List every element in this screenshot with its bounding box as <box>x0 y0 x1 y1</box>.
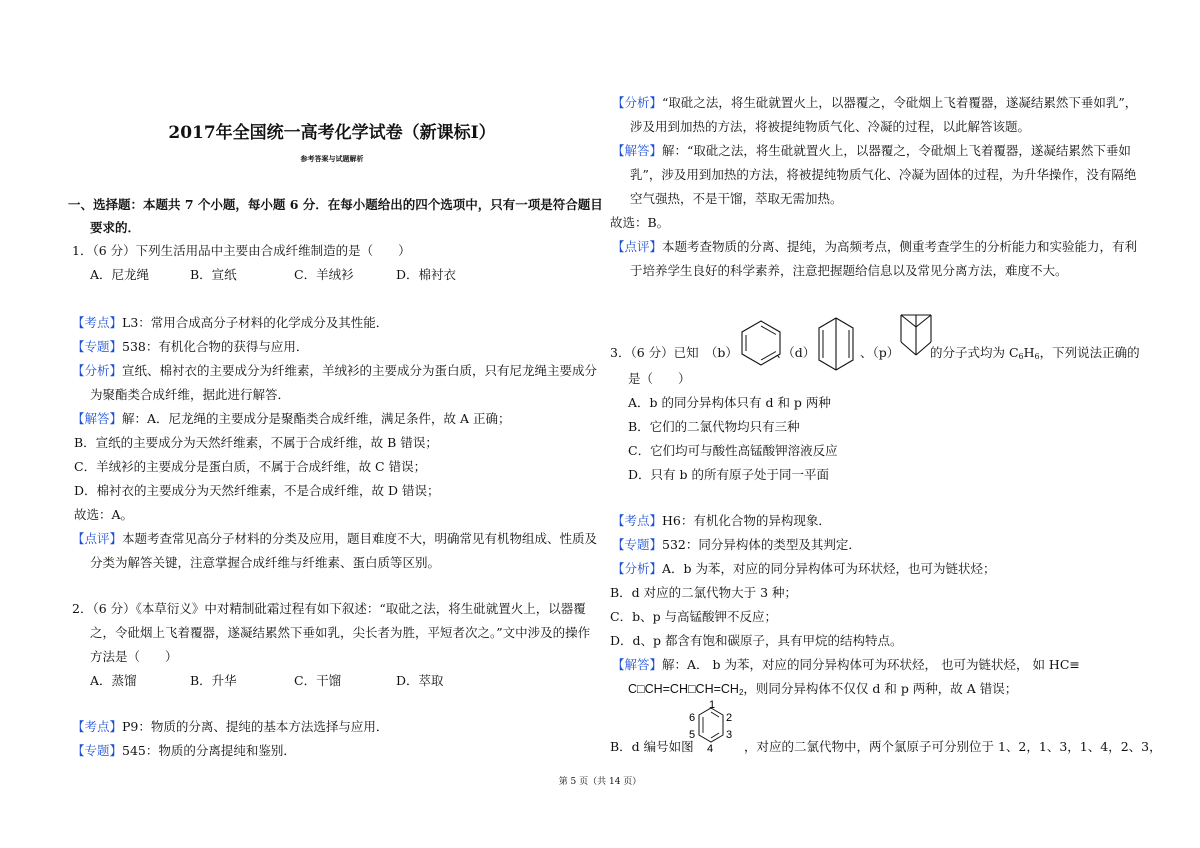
q1-zhuanti <box>72 338 308 356</box>
ring-label-3: 3 <box>726 729 733 741</box>
q3-sep-d: 、（d） <box>776 345 816 360</box>
q1-option-d: D．棉衬衣 <box>396 267 457 282</box>
q1-option-a: A．尼龙绳 <box>90 267 150 282</box>
q3-jieda-formula: C□CH=CH□CH=CH <box>628 682 739 696</box>
q1-kaodian-tag: 【考点】 <box>72 315 123 330</box>
q1-jieda-line2: B．宣纸的主要成分为天然纤维素，不属于合成纤维，故 B 错误； <box>74 435 438 450</box>
q2-jieda-line2: 乳”，涉及用到加热的方法，将被提纯物质气化、冷凝为固体的过程，为升华操作，没有隔绝 <box>630 167 1137 182</box>
q1-jieda-line5: 故选：A。 <box>74 507 134 522</box>
q3-fenxi-line3: C．b、p 与高锰酸钾不反应； <box>610 609 778 624</box>
q3-stem-formula <box>930 344 1140 366</box>
q3-option-b: B．它们的二氯代物均只有三种 <box>628 419 800 434</box>
q2-stem-line1: 2．（6 分）《本草衍义》中对精制砒霜过程有如下叙述：“取砒之法，将生砒就置火上，以器覆 <box>72 601 586 616</box>
page-subtitle: 参考答案与试题解析 <box>300 154 364 163</box>
q3-jieda-formula-sub: 2 <box>738 688 744 697</box>
q3-jieda-line3-end: ，对应的二氯代物中，两个氯原子可分别位于 1、2，1、3，1、4，2、3， <box>744 739 1162 754</box>
q1-stem: 1．（6 分）下列生活用品中主要由合成纤维制造的是（ ） <box>72 243 411 258</box>
q1-kaodian <box>72 314 388 332</box>
ring-label-4: 4 <box>707 743 714 755</box>
q3-option-a: A．b 的同分异构体只有 d 和 p 两种 <box>628 395 831 410</box>
q3-zhuanti-text: 532：同分异构体的类型及其判定． <box>662 537 861 552</box>
q2-jieda <box>612 142 1131 160</box>
q3-zhuanti-tag: 【专题】 <box>612 537 663 552</box>
q3-jieda-tag: 【解答】 <box>612 657 663 672</box>
q1-option-c: C．羊绒衫 <box>294 267 354 282</box>
dewar-benzene-structure-icon <box>816 316 856 372</box>
q3-stem-line2: 是（ ） <box>628 371 691 386</box>
q1-dianping-text1: 本题考查常见高分子材料的分类及应用，题目难度不大，明确常见有机物组成、性质及 <box>122 531 598 546</box>
q3-formula-sub2: 6 <box>1034 352 1040 361</box>
page-footer: 第 5 页（共 14 页） <box>558 777 642 787</box>
q1-fenxi <box>72 362 597 380</box>
q2-zhuanti <box>72 742 296 760</box>
q2-zhuanti-tag: 【专题】 <box>72 743 123 758</box>
numbered-ring-structure-icon <box>688 700 744 756</box>
section-heading-line1: 一、选择题：本题共 7 个小题，每小题 6 分．在每小题给出的四个选项中，只有一项是符合题目 <box>68 197 603 212</box>
q2-jieda-line3: 空气强热，不是干馏，萃取无需加热。 <box>630 191 843 206</box>
q1-jieda-line3: C．羊绒衫的主要成分是蛋白质，不属于合成纤维，故 C 错误； <box>74 459 427 474</box>
q1-kaodian-text: L3：常用合成高分子材料的化学成分及其性能． <box>122 315 389 330</box>
q1-fenxi-tag: 【分析】 <box>72 363 123 378</box>
page-title: 2017年全国统一高考化学试卷（新课标Ⅰ） <box>168 123 496 143</box>
q2-kaodian-text: P9：物质的分离、提纯的基本方法选择与应用． <box>122 719 389 734</box>
q3-jieda-line3-start: B．d 编号如图 <box>610 739 694 754</box>
q3-stem-start: 3．（6 分）已知 （b） <box>610 345 738 360</box>
q3-jieda-text1: 解：A． b 为苯，对应的同分异构体可为环状烃， 也可为链状烃， 如 HC≡ <box>662 657 1080 672</box>
q1-jieda-text1: 解：A．尼龙绳的主要成分是聚酯类合成纤维，满足条件，故 A 正确； <box>122 411 511 426</box>
q3-stem-formula-text: 的分子式均为 C <box>930 345 1019 360</box>
q2-jieda-tag: 【解答】 <box>612 143 663 158</box>
q3-kaodian-text: H6：有机化合物的异构现象． <box>662 513 831 528</box>
q3-formula-h: H <box>1023 345 1035 360</box>
q2-zhuanti-text: 545：物质的分离提纯和鉴别． <box>122 743 296 758</box>
q1-jieda <box>72 410 511 428</box>
q1-jieda-tag: 【解答】 <box>72 411 123 426</box>
q3-fenxi-line2: B．d 对应的二氯代物大于 3 种； <box>610 585 798 600</box>
q1-zhuanti-text: 538：有机化合物的获得与应用． <box>122 339 309 354</box>
q2-fenxi-line2: 涉及用到加热的方法，将被提纯物质气化、冷凝的过程，以此解答该题。 <box>630 119 1031 134</box>
q1-dianping-line2: 分类为解答关键，注意掌握合成纤维与纤维素、蛋白质等区别。 <box>90 555 441 570</box>
q2-dianping <box>612 238 1137 256</box>
q1-zhuanti-tag: 【专题】 <box>72 339 123 354</box>
q2-dianping-tag: 【点评】 <box>612 239 663 254</box>
q3-option-d: D．只有 b 的所有原子处于同一平面 <box>628 467 829 482</box>
q3-fenxi <box>612 560 996 578</box>
q3-jieda <box>612 656 1080 674</box>
q2-jieda-line4: 故选：B。 <box>610 215 670 230</box>
ring-label-1: 1 <box>709 699 716 711</box>
q3-jieda-line2 <box>628 680 1017 702</box>
q2-fenxi-text1: “取砒之法，将生砒就置火上，以器覆之，令砒烟上飞着覆器，遂凝结累然下垂如乳”， <box>662 95 1138 110</box>
q3-fenxi-text1: A．b 为苯，对应的同分异构体可为环状烃，也可为链状烃； <box>662 561 996 576</box>
q1-dianping-tag: 【点评】 <box>72 531 123 546</box>
q2-dianping-text1: 本题考查物质的分离、提纯，为高频考点，侧重考查学生的分析能力和实验能力，有利 <box>662 239 1138 254</box>
q2-fenxi-tag: 【分析】 <box>612 95 663 110</box>
q3-fenxi-line4: D．d、p 都含有饱和碳原子，具有甲烷的结构特点。 <box>610 633 903 648</box>
q3-sep-p: 、（p） <box>860 345 900 360</box>
q3-jieda-line2-rest: ，则同分异构体不仅仅 d 和 p 两种，故 A 错误； <box>743 681 1018 696</box>
q3-kaodian <box>612 512 831 530</box>
q1-fenxi-text1: 宣纸、棉衬衣的主要成分为纤维素，羊绒衫的主要成分为蛋白质，只有尼龙绳主要成分 <box>122 363 598 378</box>
q1-option-b: B．宣纸 <box>190 267 237 282</box>
q2-kaodian-tag: 【考点】 <box>72 719 123 734</box>
q2-dianping-line2: 于培养学生良好的科学素养，注意把握题给信息以及常见分离方法，难度不大。 <box>630 263 1068 278</box>
q3-kaodian-tag: 【考点】 <box>612 513 663 528</box>
prismane-structure-icon <box>898 312 934 358</box>
q2-stem-line3: 方法是（ ） <box>90 649 178 664</box>
ring-label-5: 5 <box>689 729 696 741</box>
q3-formula-sub1: 6 <box>1018 352 1024 361</box>
ring-label-6: 6 <box>689 712 696 724</box>
q1-dianping <box>72 530 597 548</box>
q2-stem-line2: 之，令砒烟上飞着覆器，遂凝结累然下垂如乳，尖长者为胜，平短者次之。”文中涉及的操作 <box>90 625 591 640</box>
q2-jieda-text1: 解：“取砒之法，将生砒就置火上，以器覆之，令砒烟上飞着覆器，遂凝结累然下垂如 <box>662 143 1131 158</box>
q2-option-d: D．萃取 <box>396 673 444 688</box>
q3-fenxi-tag: 【分析】 <box>612 561 663 576</box>
q1-jieda-line4: D．棉衬衣的主要成分为天然纤维素，不是合成纤维，故 D 错误； <box>74 483 440 498</box>
q3-zhuanti <box>612 536 861 554</box>
section-heading-line2: 要求的． <box>90 220 141 235</box>
q2-option-c: C．干馏 <box>294 673 342 688</box>
q3-stem-end: ，下列说法正确的 <box>1039 345 1140 360</box>
q2-option-a: A．蒸馏 <box>90 673 137 688</box>
q3-option-c: C．它们均可与酸性高锰酸钾溶液反应 <box>628 443 838 458</box>
q2-option-b: B．升华 <box>190 673 237 688</box>
q2-fenxi <box>612 94 1137 112</box>
ring-label-2: 2 <box>726 712 733 724</box>
q1-fenxi-line2: 为聚酯类合成纤维，据此进行解答． <box>90 387 291 402</box>
q2-kaodian <box>72 718 388 736</box>
